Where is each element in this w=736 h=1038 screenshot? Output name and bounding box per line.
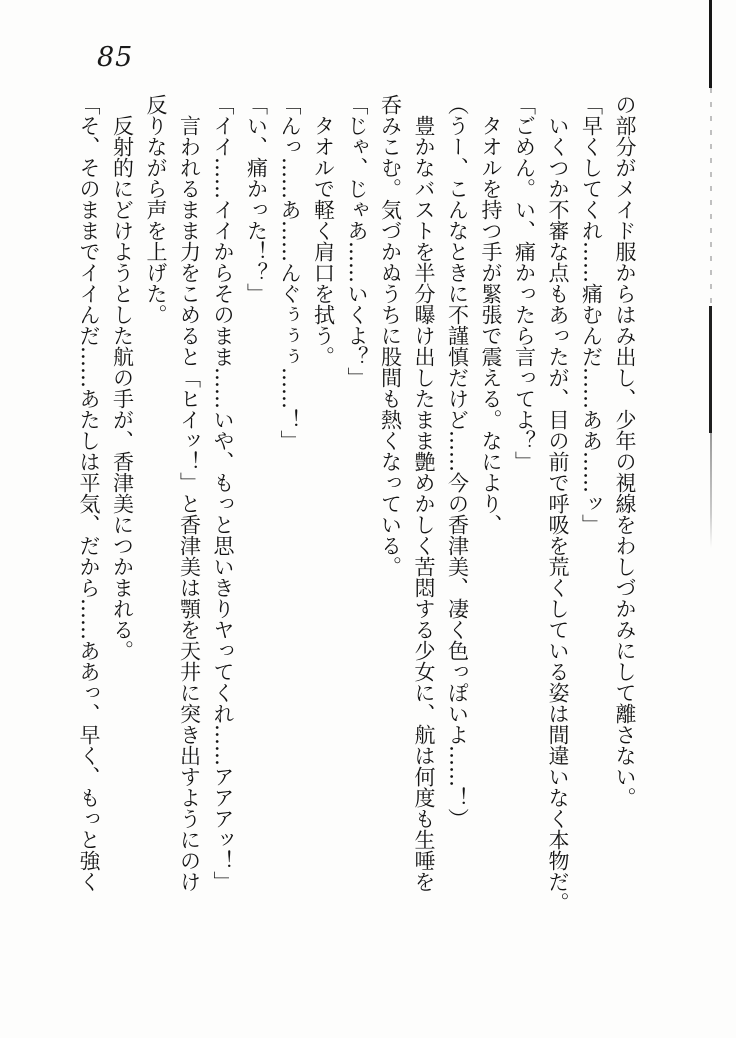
text-line: の部分がメイド服からはみ出し、少年の視線をわしづかみにして離さない。 [613,94,637,808]
text-line: 言われるまま力をこめると「ヒイッ！」と香津美は顎を天井に突き出すようにのけ [177,94,202,892]
text-line: 「早くしてくれ……痛むんだ……ああ……ッ」 [579,94,604,535]
text-line: 豊かなバストを半分曝け出したまま艶めかしく苦悶する少女に、航は何度も生唾を [412,94,436,892]
page-number: 85 [97,42,134,73]
text-line: 「ごめん。い、痛かったら言ってよ？」 [512,94,537,472]
page-edge-scan-line [710,88,712,306]
page-edge-scan-line [709,306,712,433]
text-line: 呑みこむ。気づかぬうちに股間も熱くなっている。 [378,94,403,577]
text-line: 「んっ……あ……んぐぅぅぅ……！」 [278,94,302,451]
text-line: タオルを持つ手が緊張で震える。なにより、 [479,94,503,535]
text-line: タオルで軽く肩口を拭う。 [311,94,336,367]
text-line: （うー、こんなときに不謹慎だけど……今の香津美、凄く色っぽいよ……！） [445,94,470,829]
text-line: 反りながら声を上げた。 [144,94,168,325]
text-line: 反射的にどけようとした航の手が、香津美につかまれる。 [110,94,135,661]
text-line: いくつか不審な点もあったが、目の前で呼吸を荒くしている姿は間違いなく本物だ。 [546,94,570,913]
text-line: 「じゃ、じゃあ……いくよ？」 [345,94,369,388]
text-line: 「そ、そのままでイイんだ……あたしは平気、だから……ああっ、早く、もっと強く [77,94,101,892]
page-edge-scan-line [710,433,712,548]
page-edge-scan-line [709,0,712,88]
text-line: 「い、痛かった！？」 [244,94,269,304]
text-line: 「イイ……イイからそのまま……いや、もっと思いきりヤってくれ……アアアッ！」 [211,94,235,892]
vertical-text-block [72,94,642,940]
